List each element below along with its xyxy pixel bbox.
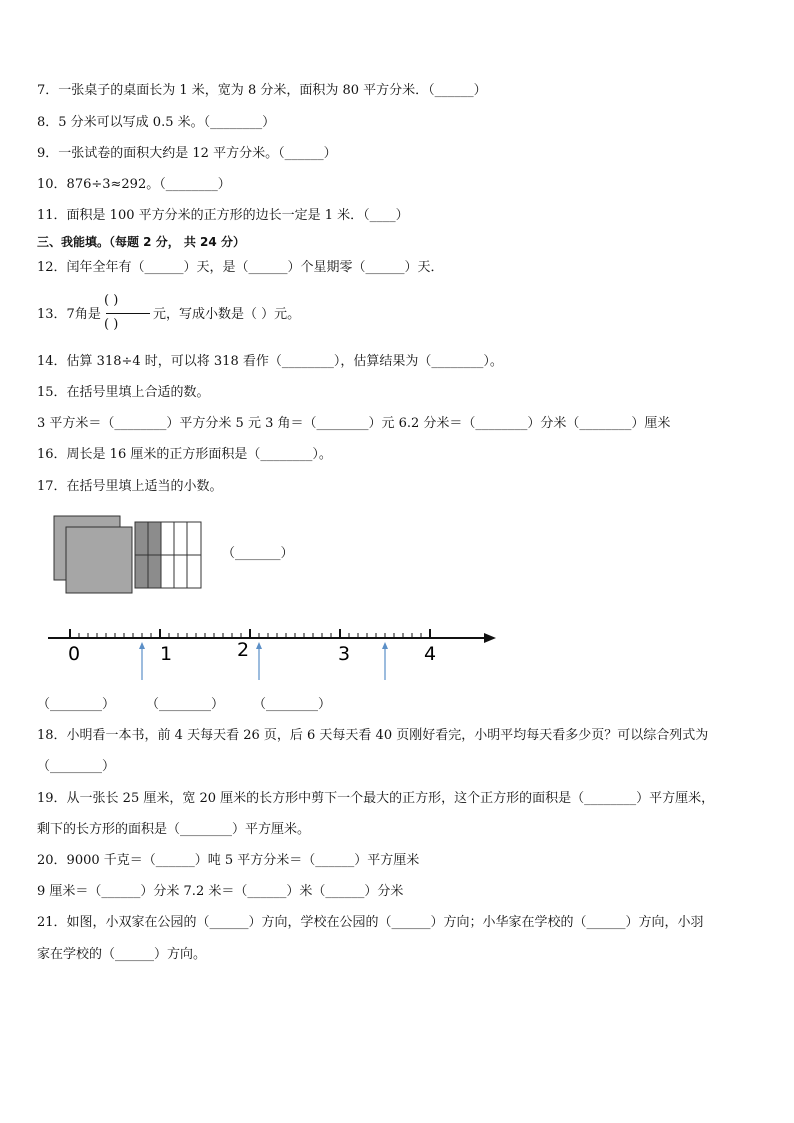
question-19-line2: 剩下的长方形的面积是（________）平方厘米。 — [37, 822, 311, 837]
full-square-front — [66, 527, 132, 593]
pointer-arrowhead-2 — [256, 642, 262, 649]
square-figure — [50, 512, 210, 597]
number-line-arrows — [139, 642, 388, 680]
number-line-labels — [68, 639, 436, 665]
question-20-line1: 20．9000 千克＝（______）吨 5 平方分米＝（______）平方厘米 — [37, 853, 420, 868]
tick-label-1: 1 — [160, 643, 173, 665]
number-line-arrowhead — [484, 633, 496, 643]
question-14: 14．估算 318÷4 时，可以将 318 看作（________），估算结果为（________）。 — [37, 354, 503, 369]
number-line-ticks — [70, 629, 430, 638]
question-10: 10．876÷3≈292。（________） — [37, 177, 231, 192]
fraction-denominator: ( ) — [104, 317, 119, 332]
question-8: 8．5 分米可以写成 0.5 米。（________） — [37, 115, 276, 130]
question-13-prefix: 13．7角是 — [37, 307, 101, 322]
numberline-blank-3: （________） — [253, 697, 332, 712]
question-12: 12．闰年全年有（______）天，是（______）个星期零（______）天． — [37, 260, 444, 275]
numberline-blank-1: （________） — [37, 697, 116, 712]
section-heading: 三、我能填。（每题 2 分， 共 24 分） — [37, 235, 245, 249]
question-17: 17．在括号里填上适当的小数。 — [37, 479, 223, 494]
question-18: 18．小明看一本书，前 4 天每天看 26 页，后 6 天每天看 40 页刚好看完，小明平均每天看多少页？可以综合列式为 — [37, 728, 709, 743]
question-21-line1: 21．如图，小双家在公园的（______）方向，学校在公园的（______）方向；小华家在学校的（______）方向，小羽 — [37, 915, 704, 930]
number-line — [40, 620, 510, 690]
fraction-bar — [106, 313, 150, 314]
question-15-items: 3 平方米＝（________）平方分米 5 元 3 角＝（________）元 6.2 分米＝（________）分米（________）厘米 — [37, 416, 671, 431]
question-9: 9．一张试卷的面积大约是 12 平方分米。（______） — [37, 146, 337, 161]
question-15: 15．在括号里填上合适的数。 — [37, 385, 210, 400]
question-13-suffix: 元，写成小数是（ ）元。 — [153, 307, 301, 322]
question-16: 16．周长是 16 厘米的正方形面积是（________）。 — [37, 447, 332, 462]
question-11: 11．面积是 100 平方分米的正方形的边长一定是 1 米．（____） — [37, 208, 409, 223]
partial-square-grid — [135, 522, 201, 588]
question-19-line1: 19．从一张长 25 厘米，宽 20 厘米的长方形中剪下一个最大的正方形，这个正方形的面积是（________）平方厘米， — [37, 791, 715, 806]
pointer-arrowhead-1 — [139, 642, 145, 649]
tick-label-3: 3 — [338, 643, 351, 665]
tick-label-2: 2 — [237, 639, 250, 661]
question-7: 7．一张桌子的桌面长为 1 米，宽为 8 分米，面积为 80 平方分米．（______） — [37, 83, 487, 98]
numberline-blank-2: （________） — [146, 697, 225, 712]
fraction-numerator: ( ) — [104, 293, 119, 308]
tick-label-4: 4 — [424, 643, 437, 665]
question-20-line2: 9 厘米＝（______）分米 7.2 米＝（______）米（______）分米 — [37, 884, 404, 899]
question-21-line2: 家在学校的（______）方向。 — [37, 947, 207, 962]
pointer-arrowhead-3 — [382, 642, 388, 649]
tick-label-0: 0 — [68, 643, 81, 665]
question-18-blank: （________） — [37, 759, 116, 774]
squares-blank: （_______） — [222, 546, 294, 561]
